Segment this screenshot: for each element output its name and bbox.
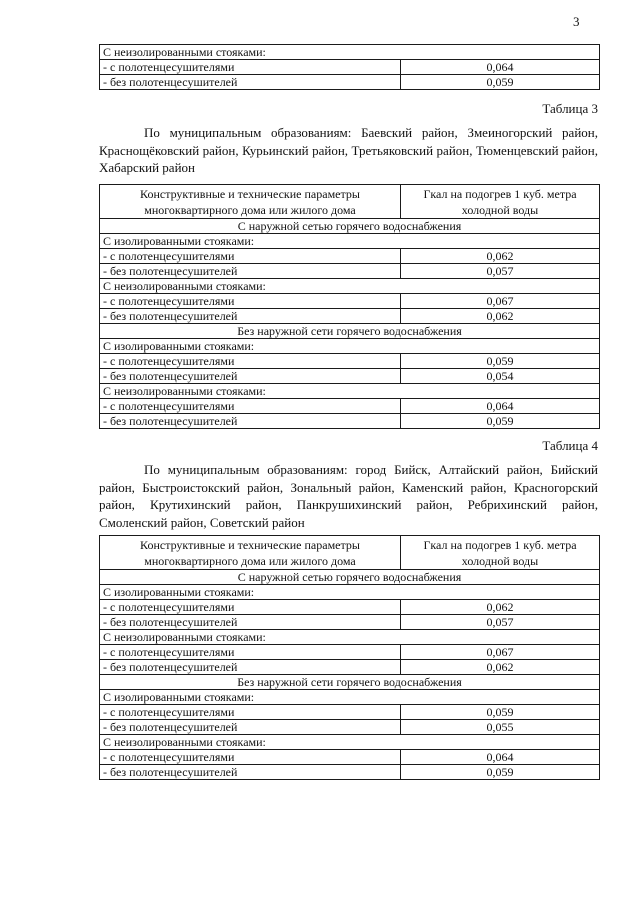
param-label: - с полотенцесушителями <box>100 399 401 414</box>
param-label: - с полотенцесушителями <box>100 705 401 720</box>
table-row <box>100 600 600 615</box>
table-row <box>100 75 600 90</box>
table-row <box>100 615 600 630</box>
table-4-intro: По муниципальным образованиям: город Бийск, Алтайский район, Бийский район, Быстроистокский район, Зональный район, Каменский район, Красногорский район, Крутихинский район, Панкрушихинский район, Ребрихинский район, Смоленский район, Советский район <box>99 462 598 530</box>
table-row <box>100 354 600 369</box>
param-label: - с полотенцесушителями <box>100 60 401 75</box>
param-value: 0,062 <box>401 660 600 675</box>
param-value: 0,062 <box>401 309 600 324</box>
table-row <box>100 279 600 294</box>
column-header-gcal: Гкал на подогрев 1 куб. метра холодной воды <box>401 185 600 219</box>
column-header-gcal: Гкал на подогрев 1 куб. метра холодной воды <box>401 536 600 570</box>
param-label: - с полотенцесушителями <box>100 294 401 309</box>
table-3-intro: По муниципальным образованиям: Баевский район, Змеиногорский район, Краснощёковский район, Курьинский район, Третьяковский район, Тюменцевский район, Хабарский район <box>99 125 598 175</box>
param-value: 0,057 <box>401 615 600 630</box>
section-label: С наружной сетью горячего водоснабжения <box>100 219 600 234</box>
param-label: - без полотенцесушителей <box>100 309 401 324</box>
table-row <box>100 369 600 384</box>
group-label: С изолированными стояками: <box>100 585 600 600</box>
param-value: 0,057 <box>401 264 600 279</box>
table-row <box>100 735 600 750</box>
table-row <box>100 660 600 675</box>
column-header-params: Конструктивные и технические параметры многоквартирного дома или жилого дома <box>100 536 401 570</box>
param-value: 0,055 <box>401 720 600 735</box>
table-row <box>100 765 600 780</box>
table-row <box>100 234 600 249</box>
table-header-row <box>100 536 600 570</box>
column-header-params: Конструктивные и технические параметры многоквартирного дома или жилого дома <box>100 185 401 219</box>
table-row <box>100 309 600 324</box>
table-row <box>100 585 600 600</box>
param-label: - с полотенцесушителями <box>100 249 401 264</box>
table-row <box>100 630 600 645</box>
table-row <box>100 249 600 264</box>
table-row <box>100 414 600 429</box>
group-label: С неизолированными стояками: <box>100 630 600 645</box>
table-4-caption: Таблица 4 <box>542 438 598 453</box>
group-label: С неизолированными стояками: <box>100 735 600 750</box>
param-label: - без полотенцесушителей <box>100 720 401 735</box>
param-value: 0,062 <box>401 600 600 615</box>
table-row <box>100 720 600 735</box>
param-value: 0,062 <box>401 249 600 264</box>
table-row <box>100 60 600 75</box>
table-row <box>100 264 600 279</box>
table-section-row <box>100 570 600 585</box>
param-label: - с полотенцесушителями <box>100 750 401 765</box>
param-label: - без полотенцесушителей <box>100 414 401 429</box>
table-row <box>100 339 600 354</box>
param-value: 0,064 <box>401 60 600 75</box>
param-value: 0,054 <box>401 369 600 384</box>
param-value: 0,059 <box>401 75 600 90</box>
param-label: - без полотенцесушителей <box>100 660 401 675</box>
table-4 <box>99 535 600 780</box>
table-3-caption: Таблица 3 <box>542 101 598 116</box>
table-section-row <box>100 219 600 234</box>
group-label: С неизолированными стояками: <box>100 279 600 294</box>
param-label: - без полотенцесушителей <box>100 75 401 90</box>
table-row <box>100 750 600 765</box>
section-label: Без наружной сети горячего водоснабжения <box>100 324 600 339</box>
table-row <box>100 645 600 660</box>
group-label: С неизолированными стояками: <box>100 45 600 60</box>
param-label: - без полотенцесушителей <box>100 765 401 780</box>
group-label: С изолированными стояками: <box>100 339 600 354</box>
param-label: - без полотенцесушителей <box>100 369 401 384</box>
table-row <box>100 384 600 399</box>
param-label: - с полотенцесушителями <box>100 600 401 615</box>
param-value: 0,059 <box>401 414 600 429</box>
param-value: 0,067 <box>401 294 600 309</box>
group-label: С изолированными стояками: <box>100 690 600 705</box>
param-value: 0,064 <box>401 399 600 414</box>
table-row <box>100 294 600 309</box>
param-value: 0,067 <box>401 645 600 660</box>
section-label: Без наружной сети горячего водоснабжения <box>100 675 600 690</box>
param-label: - без полотенцесушителей <box>100 615 401 630</box>
param-label: - с полотенцесушителями <box>100 354 401 369</box>
param-label: - с полотенцесушителями <box>100 645 401 660</box>
group-label: С изолированными стояками: <box>100 234 600 249</box>
table-row <box>100 690 600 705</box>
table-section-row <box>100 675 600 690</box>
section-label: С наружной сетью горячего водоснабжения <box>100 570 600 585</box>
table-header-row <box>100 185 600 219</box>
table-row <box>100 45 600 60</box>
param-value: 0,064 <box>401 750 600 765</box>
group-label: С неизолированными стояками: <box>100 384 600 399</box>
param-value: 0,059 <box>401 705 600 720</box>
table-3 <box>99 184 600 429</box>
continued-table <box>99 44 600 90</box>
param-label: - без полотенцесушителей <box>100 264 401 279</box>
table-row <box>100 399 600 414</box>
param-value: 0,059 <box>401 765 600 780</box>
table-section-row <box>100 324 600 339</box>
param-value: 0,059 <box>401 354 600 369</box>
page-number: 3 <box>573 14 580 29</box>
table-row <box>100 705 600 720</box>
